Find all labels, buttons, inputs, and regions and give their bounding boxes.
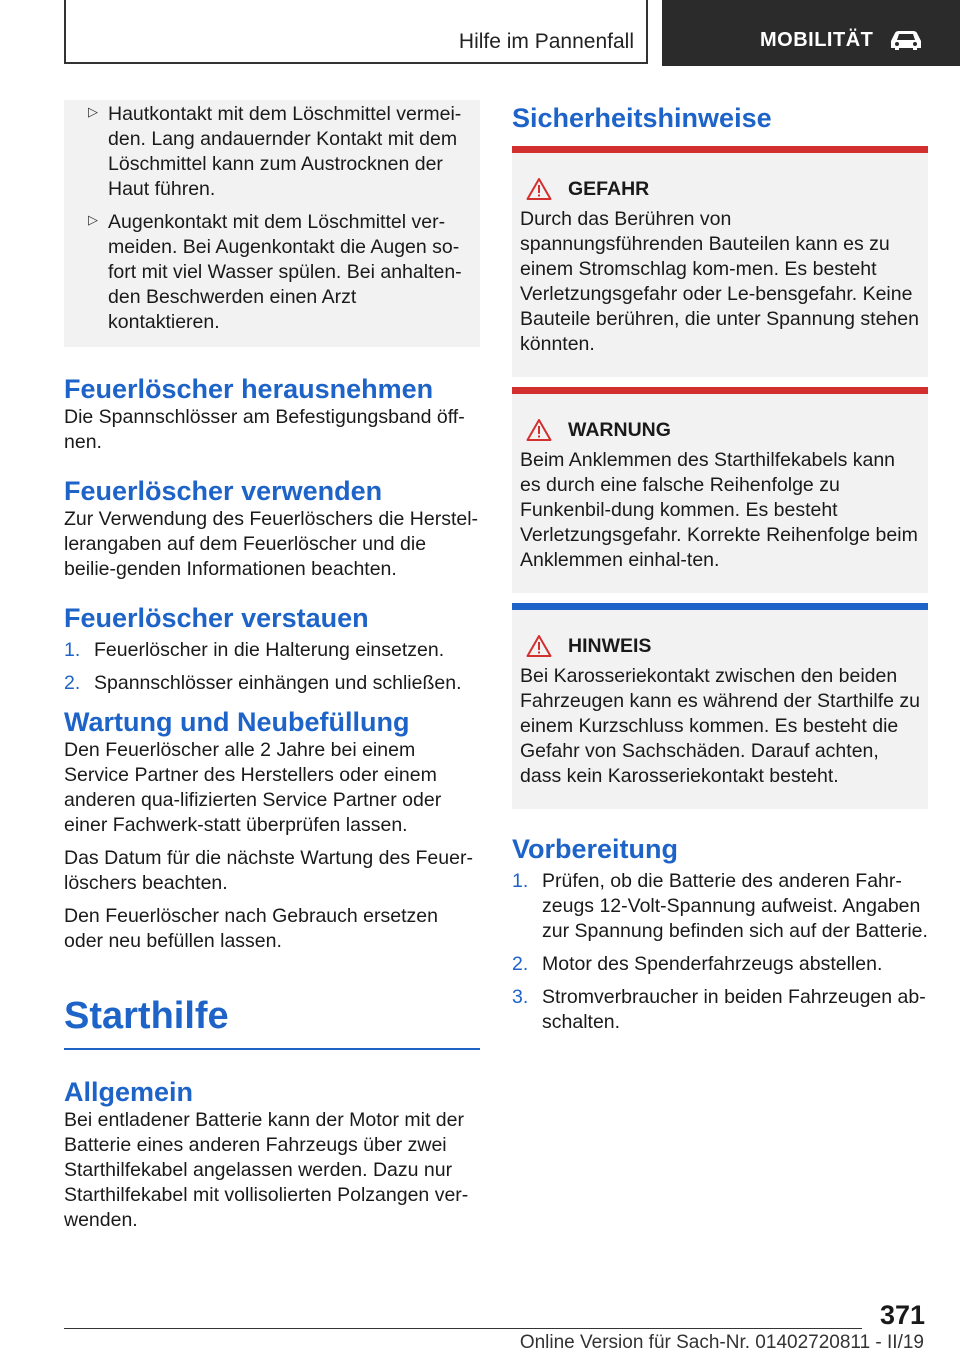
warning-triangle-icon <box>526 177 552 201</box>
bullet-triangle-icon: ▷ <box>88 104 98 119</box>
danger-notice <box>512 146 928 377</box>
notice-text: Bei Karosseriekontakt zwischen den beiden Fahrzeugen kann es während der Starthilfe zu einem Kurzschluss kommen. Es besteht die Gefahr von Sachschäden. Darauf achten, dass kein Karosseriekontakt besteht. <box>520 665 920 787</box>
online-version-note: Online Version für Sach-Nr. 01402720811 - II/19 <box>519 1332 924 1353</box>
car-icon <box>888 28 924 57</box>
list-item: 2. Spannschlösser einhängen und schließen. <box>64 672 462 694</box>
warning-notice <box>512 387 928 593</box>
hint-notice <box>512 603 928 809</box>
list-item: 3. Stromverbraucher in beiden Fahrzeugen ab-schalten. <box>512 986 926 1033</box>
general-text: Bei entladener Batterie kann der Motor mit der Batterie eines anderen Fahrzeugs über zwei Starthilfekabel angelassen werden. Dazu nur Starthilfekabel mit vollisolierten Polzangen ver-wenden. <box>64 1109 469 1231</box>
footer-divider <box>64 1328 862 1329</box>
bullet-text: Hautkontakt mit dem Löschmittel vermei-den. Lang andauernder Kontakt mit dem Löschmittel kann zum Austrocknen der Haut führen. <box>108 103 462 200</box>
maintenance-text: Den Feuerlöscher alle 2 Jahre bei einem Service Partner des Herstellers oder einem anderen qua-lifizierten Service Partner oder einer Fachwerk-statt überprüfen lassen. <box>64 739 442 836</box>
section-title: Hilfe im Pannenfall <box>458 30 634 53</box>
header-chapter-tab <box>662 0 960 66</box>
header-section-tab <box>64 0 648 64</box>
section-heading-remove: Feuerlöscher herausnehmen <box>64 374 434 404</box>
notice-level: WARNUNG <box>568 418 671 441</box>
bullet-text: Augenkontakt mit dem Löschmittel ver-meiden. Bei Augenkontakt die Augen so-fort mit viel Wasser spülen. Bei anhalten-den Beschwerden einen Arzt kontaktieren. <box>108 211 462 333</box>
safety-bullet-box <box>64 100 480 347</box>
chapter-title: MOBILITÄT <box>760 29 874 51</box>
section-heading-preparation: Vorbereitung <box>512 834 679 864</box>
left-column <box>64 100 480 1233</box>
notice-text: Beim Anklemmen des Starthilfekabels kann es durch eine falsche Reihenfolge zu Funkenbil-dung kommen. Es besteht Verletzungsgefahr. Korrekte Reihenfolge beim Anklemmen einhal-ten. <box>520 449 918 571</box>
list-item: 1. Feuerlöscher in die Halterung einsetzen. <box>64 639 445 661</box>
section-heading-use: Feuerlöscher verwenden <box>64 476 383 506</box>
notice-text: Durch das Berühren von spannungsführenden Bauteilen kann es zu einem Stromschlag kom-men. Es besteht Verletzungsgefahr oder Le-bensgefahr. Keine Bauteile berühren, die unter Spannung stehen könnten. <box>520 208 919 355</box>
section-heading-maintenance: Wartung und Neubefüllung <box>64 707 410 737</box>
warning-triangle-icon <box>526 634 552 658</box>
bullet-triangle-icon: ▷ <box>88 212 98 227</box>
page-number: 371 <box>880 1300 926 1330</box>
preparation-steps <box>512 869 928 1035</box>
list-item <box>74 210 470 335</box>
warning-triangle-icon <box>526 418 552 442</box>
list-item <box>74 102 470 202</box>
right-column <box>512 100 928 1043</box>
notice-level: GEFAHR <box>568 177 650 200</box>
section-heading-stow: Feuerlöscher verstauen <box>64 603 369 633</box>
notice-level: HINWEIS <box>568 634 652 657</box>
section-heading-safety: Sicherheitshinweise <box>512 103 772 133</box>
maintenance-text: Den Feuerlöscher nach Gebrauch ersetzen oder neu befüllen lassen. <box>64 905 438 952</box>
maintenance-text: Das Datum für die nächste Wartung des Feuer-löschers beachten. <box>64 847 473 894</box>
list-item: 1. Prüfen, ob die Batterie des anderen Fahr-zeugs 12-Volt-Spannung aufweist. Angaben zur Spannung befinden sich auf der Batterie. <box>512 870 928 942</box>
section-heading-general: Allgemein <box>64 1077 194 1107</box>
remove-text: Die Spannschlösser am Befestigungsband öff-nen. <box>64 406 465 453</box>
chapter-heading-starthilfe: Starthilfe <box>64 994 480 1050</box>
use-text: Zur Verwendung des Feuerlöschers die Herstel-lerangaben auf dem Feuerlöscher und die beilie-genden Informationen beachten. <box>64 508 479 580</box>
stow-steps <box>64 638 480 696</box>
list-item: 2. Motor des Spenderfahrzeugs abstellen. <box>512 953 883 975</box>
